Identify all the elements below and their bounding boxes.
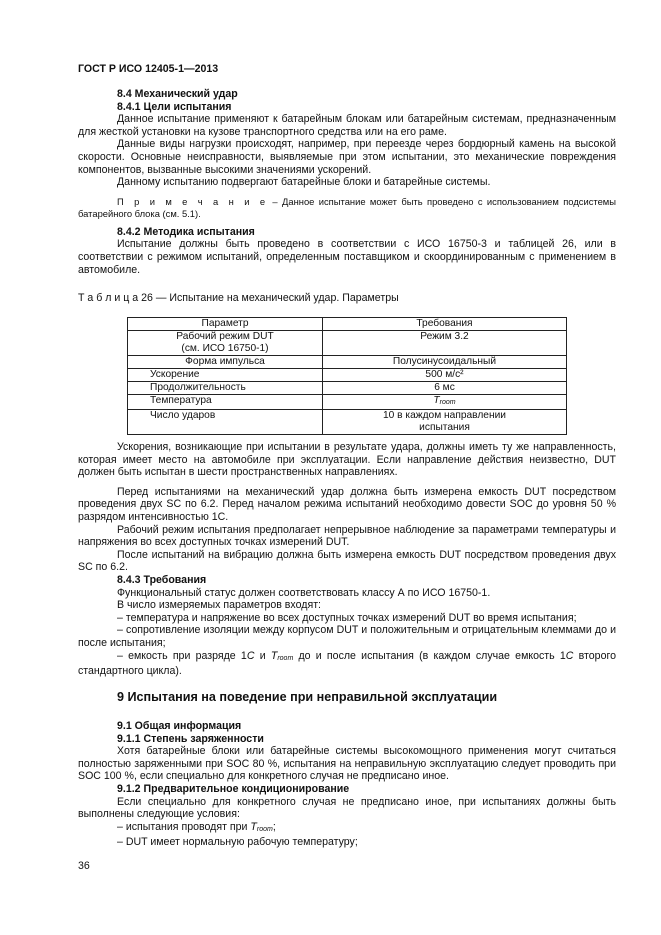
table-cell-req: 10 в каждом направлении испытания [323, 410, 567, 435]
t-subscript: room [439, 399, 456, 406]
paragraph: Данные виды нагрузки происходят, например, при переезде через бордюрный камень на высокой скорости. Основные неисправности, выявляемые при этом испытании, это механические повреждения компонентов, вызванные высокими значениями ускорений. [78, 138, 616, 176]
table-row [128, 356, 567, 369]
paragraph: Рабочий режим испытания предполагает непрерывное наблюдение за параметрами температуры и напряжения во всех доступных точках измерений DUT. [78, 523, 616, 549]
paragraph: Испытание должны быть проведено в соответствии с ИСО 16750-3 и таблицей 26, или в соответствии с режимом испытаний, определенным поставщиком и скоординированным с применением в автомобиле. [78, 238, 616, 276]
list-item: – емкость при разряде 1C и $T_{room}$ до и после испытания (в каждом случае емкость 1C второго стандартного цикла). [78, 649, 616, 678]
paragraph: Функциональный статус должен соответствовать классу А по ИСО 16750-1. [117, 586, 491, 599]
table-cell-req: 6 мс [323, 382, 567, 395]
table-cell-param: Продолжительность [128, 382, 323, 395]
table-caption: Т а б л и ц а 26 — Испытание на механический удар. Параметры [78, 292, 399, 304]
paragraph: Ускорения, возникающие при испытании в результате удара, должны иметь ту же направленность, которая имеет место на автомобиле при эксплуатации. Если направление действия неизвестно, DUT должен быть испытан в шести пространственных направлениях. [78, 441, 616, 479]
note [78, 196, 616, 220]
table-header-param: Параметр [128, 318, 323, 331]
note-text: – Данное испытание может быть проведено с использованием подсистемы батарейного блока (см. 5.1). [78, 195, 616, 219]
section-8-4 [78, 88, 616, 276]
table-cell-param: Рабочий режим DUT (см. ИСО 16750-1) [128, 331, 323, 356]
document-header: ГОСТ Р ИСО 12405-1—2013 [78, 63, 219, 75]
section-9-body [78, 720, 616, 849]
table-row [128, 395, 567, 410]
list-item: – температура и напряжение во всех доступных точках измерений DUT во время испытания; [117, 611, 577, 624]
paragraph: В число измеряемых параметров входят: [117, 599, 321, 612]
page-number: 36 [78, 860, 90, 872]
paragraph: Данное испытание применяют к батарейным блокам или батарейным системам, предназначенным для жесткой установки на кузове транспортного средства или на его раме. [78, 113, 616, 138]
table-row [128, 410, 567, 435]
table-cell-req: 500 м/с² [323, 369, 567, 382]
table-cell-param: Температура [128, 395, 323, 410]
paragraph: Данному испытанию подвергают батарейные блоки и батарейные системы. [117, 176, 491, 189]
section-9-1-2-title: 9.1.2 Предварительное кондиционирование [117, 782, 350, 795]
table-cell-param: Число ударов [128, 410, 323, 435]
table-row [128, 369, 567, 382]
table-cell-req: Полусинусоидальный [323, 356, 567, 369]
section-9-1-title: 9.1 Общая информация [117, 720, 242, 732]
paragraph: Если специально для конкретного случая не предписано иное, при испытаниях должны быть выполнены следующие условия: [78, 795, 616, 821]
parameters-table [127, 317, 567, 435]
section-8-4-1-title: 8.4.1 Цели испытания [117, 100, 232, 113]
table-cell-req [323, 395, 567, 410]
table-row [128, 331, 567, 356]
table-cell-param: Форма импульса [128, 356, 323, 369]
section-9-title: 9 Испытания на поведение при неправильной эксплуатации [117, 690, 498, 704]
list-item: – испытания проводят при $T_{room}$; [117, 820, 276, 833]
section-8-4-continued [78, 441, 616, 678]
section-8-4-title: 8.4 Механический удар [117, 88, 238, 100]
section-9-1-1-title: 9.1.1 Степень заряженности [117, 732, 264, 745]
t-symbol: T [433, 395, 440, 406]
list-item: – сопротивление изоляции между корпусом DUT и положительным и отрицательным клеммами до и после испытания; [78, 624, 616, 649]
list-item: – DUT имеет нормальную рабочую температуру; [117, 836, 358, 849]
note-label: П р и м е ч а н и е [117, 195, 269, 207]
section-8-4-2-title: 8.4.2 Методика испытания [117, 225, 255, 238]
paragraph: Хотя батарейные блоки или батарейные системы высокомощного применения могут считаться полностью заряженными при SOC 80 %, испытания на неправильную эксплуатацию следует проводить при SOC 100 %, если специально для конкретного случая не предписано иное. [78, 745, 616, 783]
table-row [128, 382, 567, 395]
table-header-req: Требования [323, 318, 567, 331]
table-cell-param: Ускорение [128, 369, 323, 382]
section-9 [78, 690, 616, 705]
paragraph: Перед испытаниями на механический удар должна быть измерена емкость DUT посредством проведения двух SC по 6.2. Перед началом режима испытаний необходимо довести SOC до уровня 50 % разрядом интенсивностью 1C. [78, 485, 616, 523]
table-cell-req: Режим 3.2 [323, 331, 567, 356]
section-8-4-3-title: 8.4.3 Требования [117, 573, 207, 586]
paragraph: После испытаний на вибрацию должна быть измерена емкость DUT посредством проведения двух SC по 6.2. [78, 548, 616, 574]
